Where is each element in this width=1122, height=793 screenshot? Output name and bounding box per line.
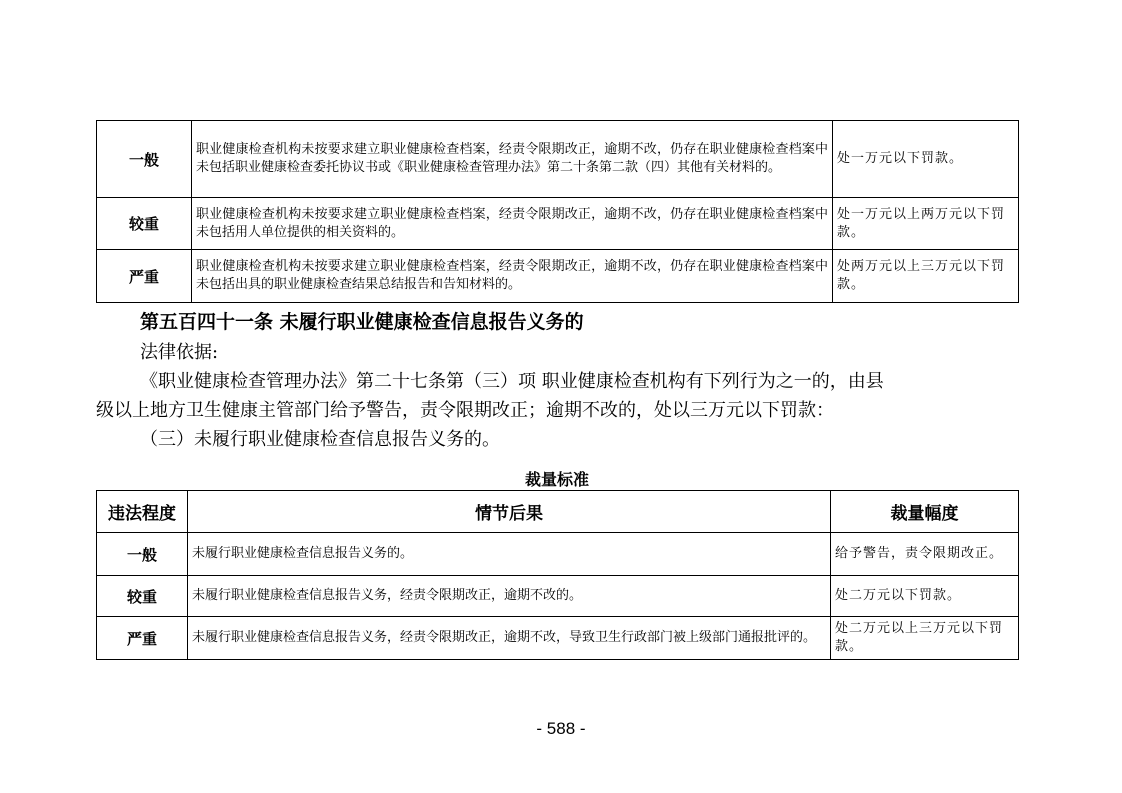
article-title: 第五百四十一条 未履行职业健康检查信息报告义务的 bbox=[140, 311, 584, 333]
circumstance-cell: 职业健康检查机构未按要求建立职业健康检查档案，经责令限期改正，逾期不改，仍存在职业健康检查档案中未包括职业健康检查委托协议书或《职业健康检查管理办法》第二十条第二款（四）其他有关材料的。 bbox=[192, 121, 833, 198]
table-row bbox=[97, 617, 1019, 660]
header-level: 违法程度 bbox=[97, 491, 188, 533]
legal-basis-line-1: 《职业健康检查管理办法》第二十七条第（三）项 职业健康检查机构有下列行为之一的，由县 bbox=[140, 371, 884, 392]
table-row bbox=[97, 533, 1019, 576]
discretion-table-previous bbox=[96, 120, 1019, 303]
circumstance-cell: 职业健康检查机构未按要求建立职业健康检查档案，经责令限期改正，逾期不改，仍存在职业健康检查档案中未包括用人单位提供的相关资料的。 bbox=[192, 198, 833, 250]
legal-basis-label: 法律依据: bbox=[140, 342, 219, 363]
header-penalty: 裁量幅度 bbox=[831, 491, 1019, 533]
legal-basis-item-3: （三）未履行职业健康检查信息报告义务的。 bbox=[140, 429, 500, 450]
discretion-table bbox=[96, 490, 1019, 660]
header-circumstance: 情节后果 bbox=[188, 491, 831, 533]
penalty-cell: 处二万元以上三万元以下罚款。 bbox=[831, 617, 1019, 660]
penalty-cell: 处二万元以下罚款。 bbox=[831, 576, 1019, 617]
penalty-cell: 处一万元以上两万元以下罚款。 bbox=[833, 198, 1019, 250]
table-row bbox=[97, 576, 1019, 617]
level-cell: 一般 bbox=[97, 533, 188, 576]
penalty-cell: 处一万元以下罚款。 bbox=[833, 121, 1019, 198]
level-cell: 严重 bbox=[97, 250, 192, 303]
circumstance-cell: 未履行职业健康检查信息报告义务，经责令限期改正，逾期不改，导致卫生行政部门被上级部门通报批评的。 bbox=[188, 617, 831, 660]
circumstance-cell: 未履行职业健康检查信息报告义务的。 bbox=[188, 533, 831, 576]
level-cell: 较重 bbox=[97, 576, 188, 617]
circumstance-cell: 职业健康检查机构未按要求建立职业健康检查档案，经责令限期改正，逾期不改，仍存在职业健康检查档案中未包括出具的职业健康检查结果总结报告和告知材料的。 bbox=[192, 250, 833, 303]
penalty-cell: 给予警告，责令限期改正。 bbox=[831, 533, 1019, 576]
level-cell: 严重 bbox=[97, 617, 188, 660]
table-row bbox=[97, 250, 1019, 303]
circumstance-cell: 未履行职业健康检查信息报告义务，经责令限期改正，逾期不改的。 bbox=[188, 576, 831, 617]
level-cell: 较重 bbox=[97, 198, 192, 250]
legal-basis-line-2: 级以上地方卫生健康主管部门给予警告，责令限期改正；逾期不改的，处以三万元以下罚款： bbox=[96, 400, 834, 421]
table-row bbox=[97, 198, 1019, 250]
table-header-row bbox=[97, 491, 1019, 533]
penalty-cell: 处两万元以上三万元以下罚款。 bbox=[833, 250, 1019, 303]
level-cell: 一般 bbox=[97, 121, 192, 198]
table-row bbox=[97, 121, 1019, 198]
table-caption: 裁量标准 bbox=[524, 470, 589, 489]
page-number: - 588 - bbox=[536, 719, 586, 738]
